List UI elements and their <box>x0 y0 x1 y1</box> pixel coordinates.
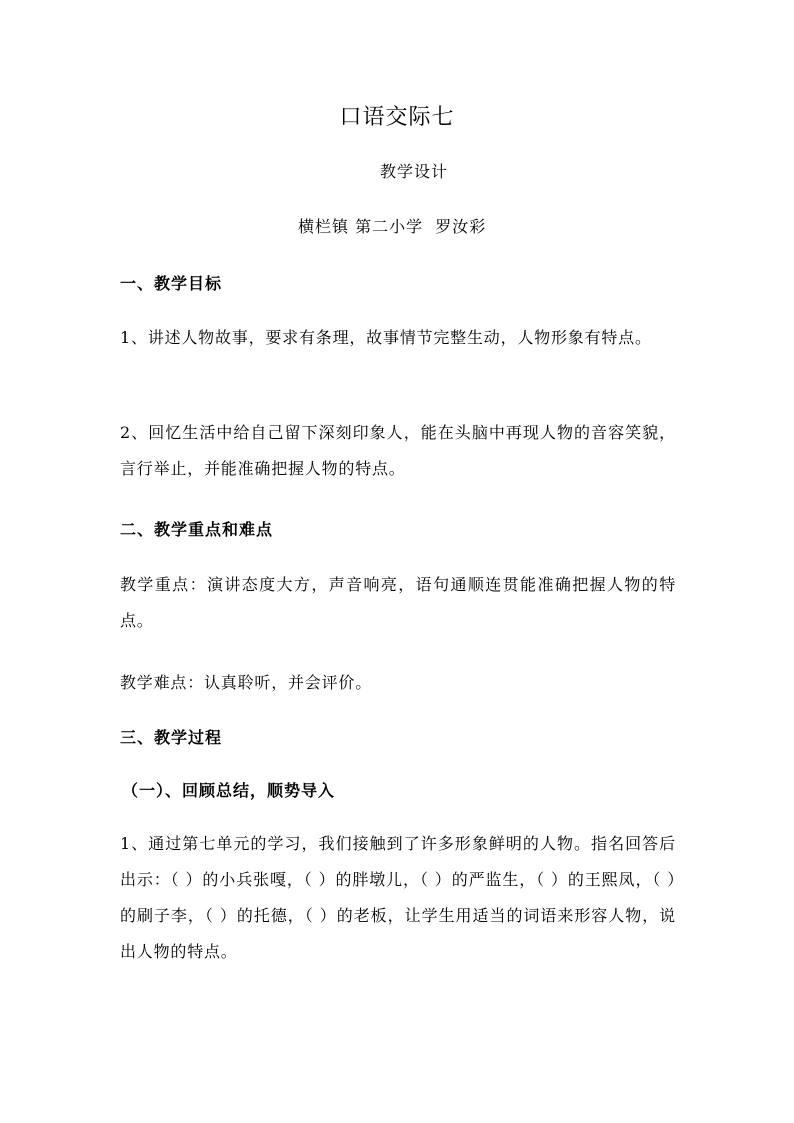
paragraph-difficulty: 教学难点：认真聆听，并会评价。 <box>120 673 373 692</box>
paragraph-goal-1: 1、讲述人物故事，要求有条理，故事情节完整生动，人物形象有特点。 <box>120 328 652 347</box>
section-heading-key-points: 二、教学重点和难点 <box>120 520 274 539</box>
section-heading-process: 三、教学过程 <box>120 728 223 747</box>
paragraph-step-1: 1、通过第七单元的学习，我们接触到了许多形象鲜明的人物。指名回答后出示：（ ）的小兵张嘎，（ ）的胖墩儿，（ ）的严监生，（ ）的王熙凤，（ ）的刷子李，（ ）的托德，（ ）的老板，让学生用适当的词语来形容人物，说出人物的特点。 <box>120 834 676 961</box>
document-title: 口语交际七 <box>339 105 455 130</box>
paragraph-goal-2: 2、回忆生活中给自己留下深刻印象人，能在头脑中再现人物的音容笑貌，言行举止，并能准确把握人物的特点。 <box>120 423 676 478</box>
paragraph-key-point: 教学重点：演讲态度大方，声音响亮，语句通顺连贯能准确把握人物的特点。 <box>120 575 676 630</box>
subsection-heading-step-1: （一）、回顾总结，顺势导入 <box>122 781 336 800</box>
document-subtitle: 教学设计 <box>380 162 449 181</box>
section-heading-goals: 一、教学目标 <box>120 274 223 293</box>
document-author: 横栏镇 第二小学 罗汝彩 <box>298 217 487 236</box>
